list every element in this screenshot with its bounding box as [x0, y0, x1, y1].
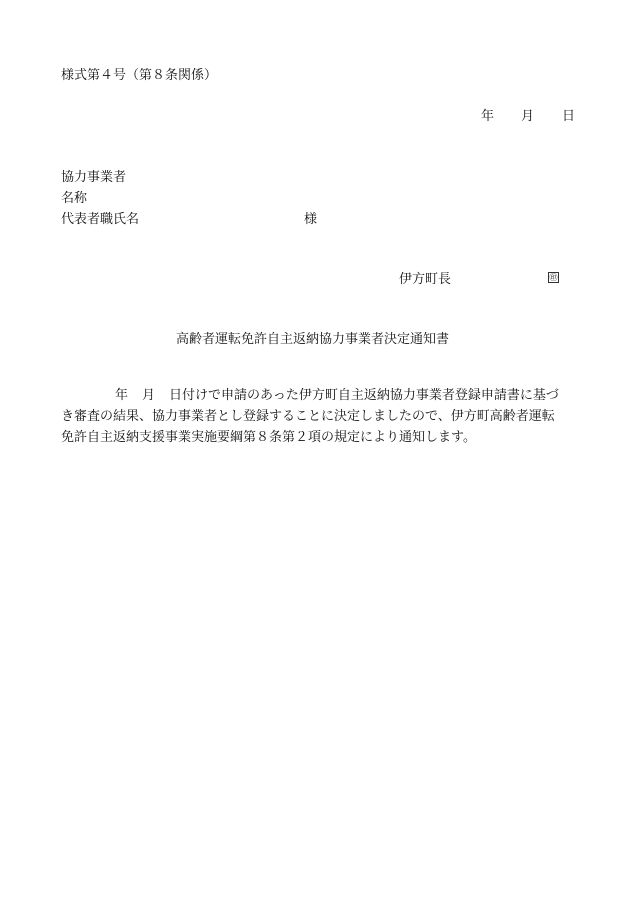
- date-day-label: 日: [562, 109, 576, 124]
- body-year-label: 年: [115, 388, 129, 403]
- recipient-category: 協力事業者: [61, 170, 127, 185]
- form-number: 様式第４号（第８条関係）: [61, 68, 218, 83]
- seal-icon: ㊞: [549, 273, 558, 282]
- body-line-1: [61, 385, 576, 406]
- body-line-2: き審査の結果、協力事業者とし登録することに決定しましたので、伊方町高齢者運転: [61, 409, 555, 424]
- recipient-representative-label: 代表者職氏名: [61, 212, 140, 227]
- issuer-title: 伊方町長: [399, 272, 452, 287]
- recipient-name-label: 名称: [61, 191, 88, 206]
- date-year-label: 年: [481, 109, 495, 124]
- body-text: [61, 385, 576, 448]
- document-title: 高齢者運転免許自主返納協力事業者決定通知書: [176, 332, 450, 347]
- date-month-label: 月: [521, 109, 535, 124]
- body-month-label: 月: [142, 388, 156, 403]
- body-line-3: 免許自主返納支援事業実施要綱第８条第２項の規定により通知します。: [61, 430, 476, 445]
- body-line-1-text: 日付けで申請のあった伊方町自主返納協力事業者登録申請書に基づ: [169, 388, 559, 403]
- recipient-honorific: 様: [304, 212, 318, 227]
